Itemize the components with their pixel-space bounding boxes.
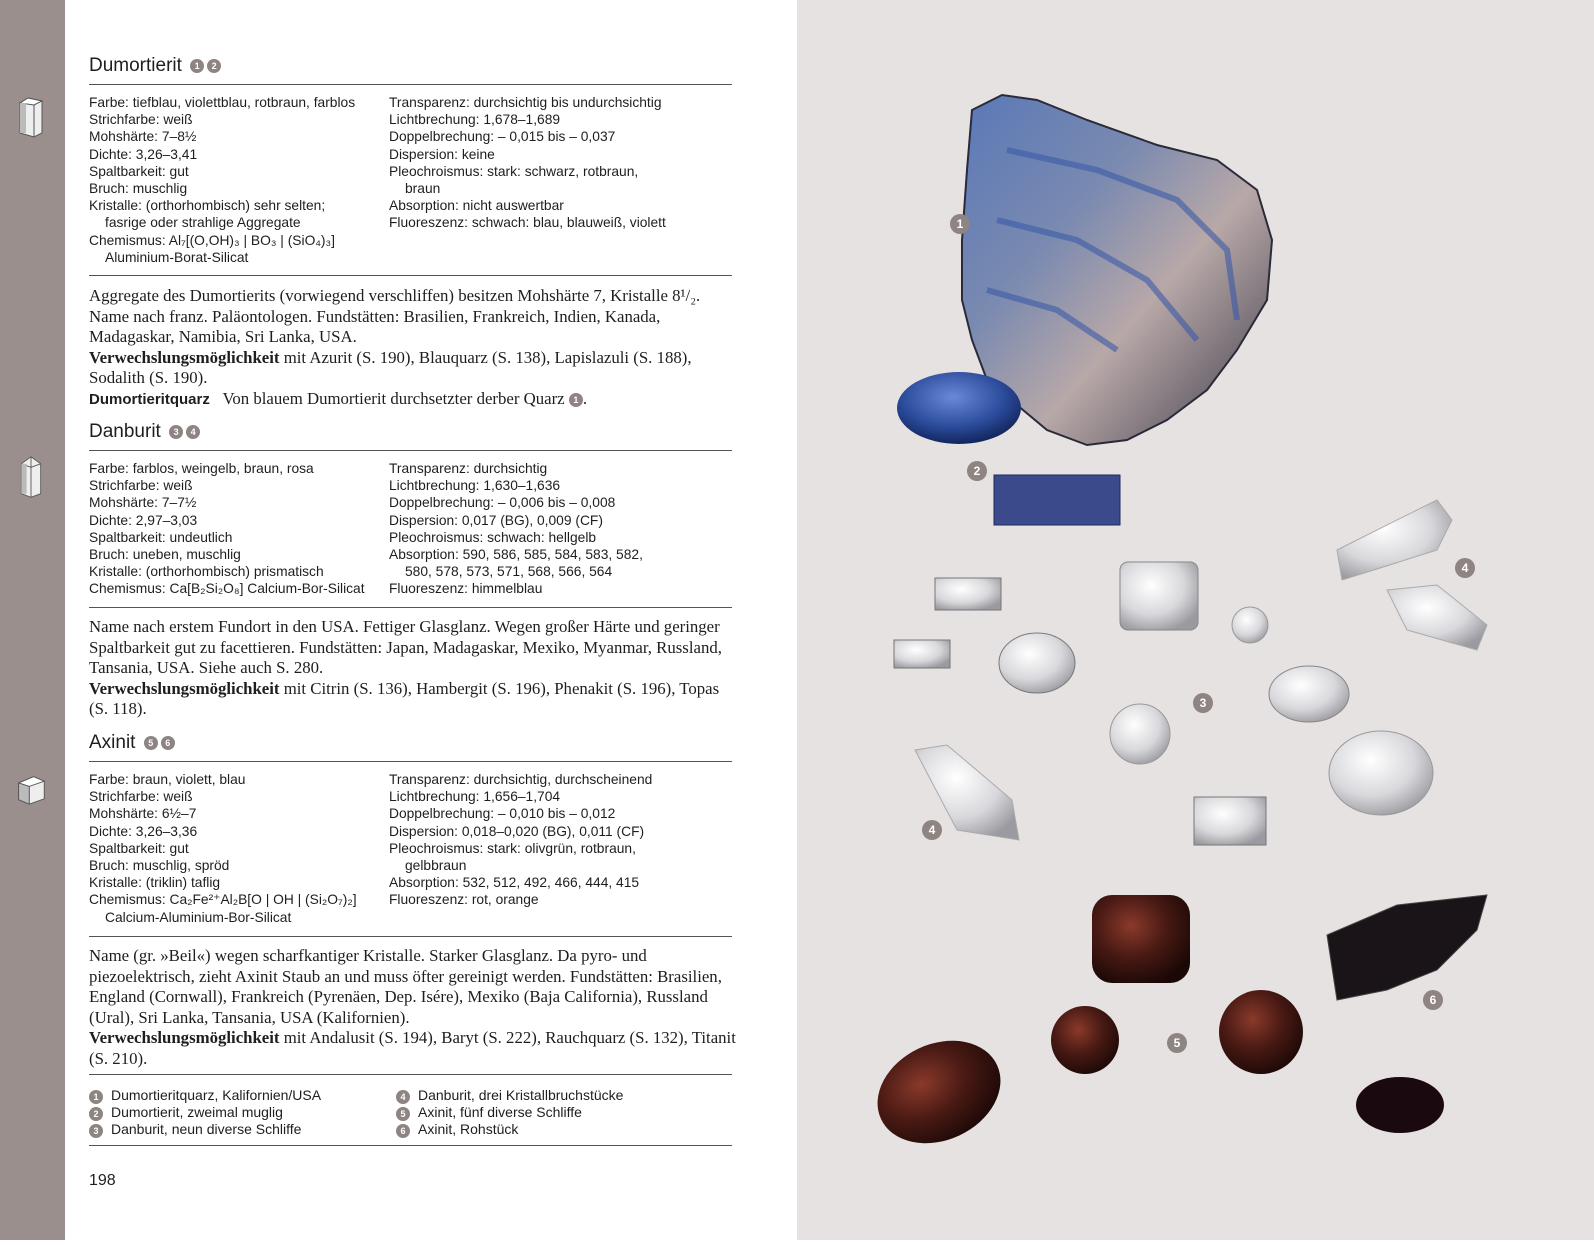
confusion-label: Verwechslungsmöglichkeit — [89, 678, 280, 698]
prop-line: Kristalle: (orthorhombisch) prismatisch — [89, 564, 324, 580]
properties-right — [389, 771, 652, 909]
prop-line: Pleochroismus: schwach: hellgelb — [389, 529, 597, 545]
prop-line: Strichfarbe: weiß — [89, 478, 193, 494]
description-dumortierit: Aggregate des Dumortierits (vorwiegend verschliffen) besitzen Mohshärte 7, Kristalle 8¹/₂. Name nach franz. Paläontologen. Fundstätten: Brasilien, Frankreich, Indien, Kanada, Madagaskar, Namibia, Sri Lanka, USA. Verwechslungsmöglichkeit mit Azurit (S. 190), Blauquarz (S. 138), Lapislazuli (S. 188), Sodalith (S. 190). Dumortieritquarz Von blauem Dumortierit durchsetzter derber Quarz 1 . — [89, 286, 701, 408]
prop-line: Dispersion: 0,018–0,020 (BG), 0,011 (CF) — [389, 823, 645, 839]
caption-item: 1 Dumortieritquarz, Kalifornien/USA — [89, 1087, 321, 1104]
properties-danburit — [89, 460, 732, 600]
prop-line: Chemismus: Ca₂Fe²⁺Al₂B[O | OH | (Si₂O₇)₂] — [89, 892, 357, 908]
danburite-crystal — [1337, 500, 1452, 580]
confusion-text: mit Andalusit (S. 194), Baryt (S. 222), Rauchquarz (S. 132), Titanit (S. 210). — [89, 1028, 736, 1068]
axinite-cut — [1092, 895, 1190, 983]
photo-label: 1 — [950, 214, 970, 234]
properties-right — [389, 460, 643, 598]
description-axinit — [89, 946, 739, 1070]
variety-label: Dumortieritquarz — [89, 390, 210, 408]
confusion-label: Verwechslungsmöglichkeit — [89, 347, 280, 367]
properties-dumortierit — [89, 94, 732, 266]
danburite-cut — [1232, 607, 1268, 643]
danburite-cut — [1329, 731, 1433, 815]
prop-line: Pleochroismus: stark: schwarz, rotbraun, — [389, 163, 639, 179]
photo-label: 2 — [967, 461, 987, 481]
ref-badge: 2 — [207, 59, 221, 73]
divider — [89, 275, 732, 276]
prop-line: Doppelbrechung: – 0,010 bis – 0,012 — [389, 806, 616, 822]
description-text: Aggregate des Dumortierits (vorwiegend verschliffen) besitzen Mohshärte 7, Kristalle 8¹/₂. Name nach franz. Paläontologen. Fundstätten: Brasilien, Frankreich, Indien, Kanada, Madagaskar, Namibia, Sri Lanka, USA. — [89, 286, 701, 347]
prop-line: Transparenz: durchsichtig — [389, 461, 548, 476]
prop-line: Absorption: nicht auswertbar — [389, 198, 564, 214]
prop-line: Fluoreszenz: schwach: blau, blauweiß, violett — [389, 215, 666, 231]
ref-badge: 6 — [161, 736, 175, 750]
axinite-cut — [1356, 1077, 1444, 1133]
prop-line: Bruch: muschlig — [89, 181, 188, 197]
confusion-label: Verwechslungsmöglichkeit — [89, 1028, 280, 1048]
prop-line: Bruch: muschlig, spröd — [89, 858, 230, 874]
divider — [89, 450, 732, 451]
divider — [89, 1145, 732, 1146]
triclinic-crystal-icon — [16, 768, 46, 812]
divider — [89, 607, 732, 608]
dumortierite-cabochon — [897, 372, 1021, 444]
prop-line: Calcium-Aluminium-Bor-Silicat — [105, 909, 292, 925]
danburite-cut — [1120, 562, 1198, 630]
orthorhombic-crystal-icon — [16, 95, 46, 139]
prop-line: Chemismus: Ca[B₂Si₂O₈] Calcium-Bor-Silicat — [89, 581, 365, 597]
prop-line: Bruch: uneben, muschlig — [89, 547, 241, 563]
prop-line: Kristalle: (orthorhombisch) sehr selten; — [89, 198, 326, 214]
photo-label: 5 — [1167, 1033, 1187, 1053]
prop-line: Farbe: braun, violett, blau — [89, 772, 246, 787]
danburite-cut — [1110, 704, 1170, 764]
prop-line: Fluoreszenz: rot, orange — [389, 892, 539, 908]
caption-item: 6 Axinit, Rohstück — [396, 1121, 518, 1138]
photo-label: 4 — [922, 820, 942, 840]
danburite-cut — [999, 633, 1075, 693]
prop-line: Farbe: farblos, weingelb, braun, rosa — [89, 461, 314, 476]
axinite-cut — [1219, 990, 1303, 1074]
properties-left — [89, 771, 357, 926]
divider — [89, 1074, 732, 1075]
prop-line: Fluoreszenz: himmelblau — [389, 581, 543, 597]
axinite-cut — [1051, 1006, 1119, 1074]
prop-line: Mohshärte: 7–7½ — [89, 495, 197, 511]
description-text: Name (gr. »Beil«) wegen scharfkantiger Kristalle. Starker Glasglanz. Da pyro- und piezoelektrisch, zieht Axinit Staub an und muss öfter gereinigt werden. Fundstätten: Brasilien, England (Cornwall), Frankreich (Pyrenäen, Dep. Isére), Mexiko (Baja California), Russland (Ural), Sri Lanka, Tansania, USA (Kalifornien). — [89, 946, 722, 1027]
danburite-cut — [1269, 666, 1349, 722]
gemstone-illustration — [797, 0, 1594, 1240]
section-title-axinit: Axinit 5 6 — [89, 731, 175, 755]
properties-left — [89, 460, 365, 598]
prop-line: Spaltbarkeit: gut — [89, 163, 189, 179]
prop-line: Absorption: 590, 586, 585, 584, 583, 582, — [389, 547, 643, 563]
prop-line: Transparenz: durchsichtig bis undurchsichtig — [389, 95, 662, 110]
prop-line: 580, 578, 573, 571, 568, 566, 564 — [405, 564, 613, 580]
photo-label: 3 — [1193, 693, 1213, 713]
prop-line: Spaltbarkeit: undeutlich — [89, 529, 233, 545]
confusion-text: mit Citrin (S. 136), Hambergit (S. 196), Phenakit (S. 196), Topas (S. 118). — [89, 678, 720, 719]
prop-line: Spaltbarkeit: gut — [89, 840, 189, 856]
prop-line: Absorption: 532, 512, 492, 466, 444, 415 — [389, 875, 640, 891]
properties-left — [89, 94, 355, 266]
caption-item: 2 Dumortierit, zweimal muglig — [89, 1104, 283, 1121]
danburite-cut — [894, 640, 950, 668]
photo-label: 6 — [1423, 990, 1443, 1010]
prop-line: Doppelbrechung: – 0,015 bis – 0,037 — [389, 129, 616, 145]
ref-badge: 1 — [190, 59, 204, 73]
description-text: Name nach erstem Fundort in den USA. Fettiger Glasglanz. Wegen großer Härte und geringer Spaltbarkeit gut zu facettieren. Fundstätten: Japan, Madagaskar, Mexiko, Myanmar, Russland, Tansania, USA. Siehe auch S. 280. — [89, 617, 722, 678]
divider — [89, 84, 732, 85]
danburite-crystal — [1387, 585, 1487, 650]
prop-line: Dichte: 3,26–3,36 — [89, 823, 198, 839]
prop-line: Lichtbrechung: 1,678–1,689 — [389, 112, 561, 128]
prop-line: Mohshärte: 6½–7 — [89, 806, 197, 822]
photo-label: 4 — [1455, 558, 1475, 578]
prop-line: Lichtbrechung: 1,656–1,704 — [389, 789, 561, 805]
properties-axinit — [89, 771, 732, 929]
ref-badge: 3 — [169, 425, 183, 439]
divider — [89, 936, 732, 937]
dumortierite-bar — [994, 475, 1120, 525]
confusion-text: mit Azurit (S. 190), Blauquarz (S. 138), Lapislazuli (S. 188), Sodalith (S. 190). — [89, 347, 692, 388]
prop-line: braun — [405, 181, 441, 197]
variety-text: Von blauem Dumortierit durchsetzter derber Quarz — [222, 388, 565, 408]
prismatic-crystal-icon — [16, 455, 46, 499]
page-number: 198 — [89, 1172, 116, 1189]
properties-right — [389, 94, 666, 232]
caption-item: 4 Danburit, drei Kristallbruchstücke — [396, 1087, 623, 1104]
prop-line: Chemismus: Al₇[(O,OH)₃ | BO₃ | (SiO₄)₃] — [89, 232, 335, 248]
prop-line: Farbe: tiefblau, violettblau, rotbraun, farblos — [89, 95, 356, 110]
caption-item: 5 Axinit, fünf diverse Schliffe — [396, 1104, 582, 1121]
prop-line: Dispersion: 0,017 (BG), 0,009 (CF) — [389, 512, 603, 528]
prop-line: Dichte: 3,26–3,41 — [89, 146, 198, 162]
danburite-cut — [1194, 797, 1266, 845]
prop-line: fasrige oder strahlige Aggregate — [105, 215, 301, 231]
prop-line: Dispersion: keine — [389, 146, 495, 162]
prop-line: Transparenz: durchsichtig, durchscheinend — [389, 772, 653, 787]
ref-badge: 1 — [569, 393, 583, 407]
axinite-rough — [1327, 895, 1487, 1000]
danburite-cut — [935, 578, 1001, 610]
section-title-danburit: Danburit 3 4 — [89, 420, 200, 444]
prop-line: Mohshärte: 7–8½ — [89, 129, 197, 145]
ref-badge: 4 — [186, 425, 200, 439]
prop-line: Strichfarbe: weiß — [89, 789, 193, 805]
prop-line: Kristalle: (triklin) taflig — [89, 875, 221, 891]
prop-line: Aluminium-Borat-Silicat — [105, 249, 249, 265]
description-danburit — [89, 617, 739, 720]
divider — [89, 761, 732, 762]
prop-line: Lichtbrechung: 1,630–1,636 — [389, 478, 561, 494]
caption-item: 3 Danburit, neun diverse Schliffe — [89, 1121, 301, 1138]
axinite-cut — [861, 1021, 1018, 1162]
prop-line: Strichfarbe: weiß — [89, 112, 193, 128]
gemstone-photo — [797, 0, 1594, 1240]
prop-line: Doppelbrechung: – 0,006 bis – 0,008 — [389, 495, 616, 511]
section-title-dumortierit: Dumortierit 1 2 — [89, 54, 221, 78]
page-edge-strip — [0, 0, 65, 1240]
prop-line: Pleochroismus: stark: olivgrün, rotbraun, — [389, 840, 636, 856]
prop-line: Dichte: 2,97–3,03 — [89, 512, 198, 528]
prop-line: gelbbraun — [405, 858, 467, 874]
ref-badge: 5 — [144, 736, 158, 750]
